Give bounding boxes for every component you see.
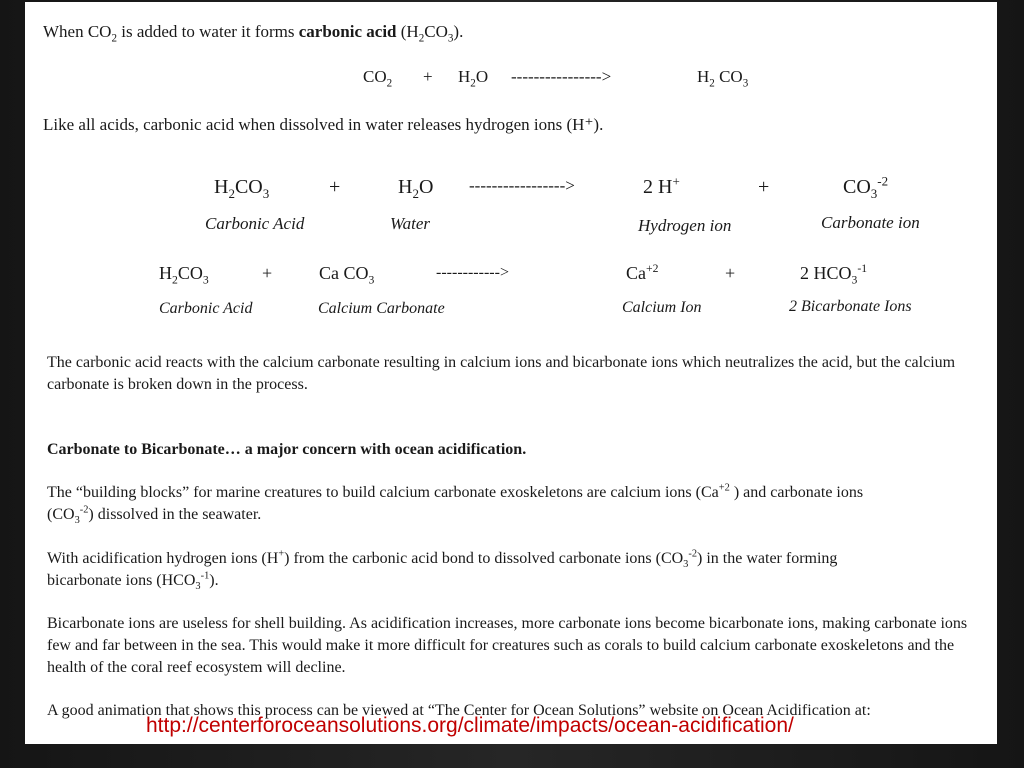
eq2-label: Water <box>390 214 430 233</box>
slide-page <box>25 2 997 744</box>
eq1-arrow: ----------------> <box>511 67 612 86</box>
eq3-label: Carbonic Acid <box>159 300 253 317</box>
eq3-carbonic-acid: $H_2CO_3$ <box>159 263 209 287</box>
eq3-bicarbonate: 2 $HCO_3^{-1}$ <box>800 262 868 287</box>
eq1-plus: + <box>423 67 433 86</box>
eq2-plus: + <box>758 176 770 198</box>
intro-bold-term: carbonic acid <box>298 22 397 41</box>
eq2-label: Hydrogen ion <box>638 216 732 235</box>
subscript: 2 <box>418 32 425 45</box>
animation-paragraph: A good animation that shows this process can be viewed at “The Center for Ocean Solutions” website on Ocean Acidification at: <box>47 702 871 719</box>
ocean-acidification-link[interactable]: http://centerforoceansolutions.org/climate/impacts/ocean-acidification/ <box>146 714 794 737</box>
eq3-calcium-ion: $Ca^{+2}$ <box>626 262 659 283</box>
acidification-paragraph: With acidification hydrogen ions (H+) from the carbonic acid bond to dissolved carbonate ions $(CO_3^{-2})$ in the water forming bicarbonate ions $(HCO_3^{-1})$. <box>47 548 838 593</box>
subscript: 2 <box>111 32 117 45</box>
intro-part: CO <box>424 22 448 41</box>
eq1-reactant-water: $H_2O$ <box>458 67 489 90</box>
shell-building-paragraph: Bicarbonate ions are useless for shell building. As acidification increases, more carbonate ions become bicarbonate ions, making carbonate ions few and far between in the sea. This would make it more difficult for creatures such as corals to build calcium carbonate exoskeletons and the health of the coral reef ecosystem will decline. <box>47 615 968 676</box>
eq1-reactant-co2: $CO_2$ <box>363 67 393 90</box>
intro-part: ). <box>453 22 464 41</box>
eq2-label: Carbonate ion <box>821 213 920 232</box>
eq2-water: $H_2O$ <box>398 176 434 201</box>
eq3-plus: + <box>725 263 736 283</box>
eq2-hydrogen: 2 H+ <box>643 173 680 198</box>
eq2-arrow: -----------------> <box>469 176 575 195</box>
intro-text <box>43 22 464 45</box>
eq1-product: $H_2$ $CO_3$ <box>697 67 749 90</box>
eq3-label: Calcium Ion <box>622 299 702 316</box>
eq2-carbonate: $CO_3^{-2}$ <box>843 173 889 201</box>
eq2-label: Carbonic Acid <box>205 214 305 233</box>
eq3-arrow: ------------> <box>436 264 509 281</box>
reaction-paragraph: The carbonic acid reacts with the calcium carbonate resulting in calcium ions and bicarbonate ions which neutralizes the acid, but the calcium carbonate is broken down in the process. <box>47 354 956 393</box>
eq3-plus: + <box>262 263 273 283</box>
building-blocks-paragraph: The “building blocks” for marine creatures to build calcium carbonate exoskeletons are calcium ions ($Ca^{+2}$ ) and carbonate ions $(CO_3^{-2})$ dissolved in the seawater. <box>47 482 864 527</box>
eq3-calcium-carbonate: Ca $CO_3$ <box>319 263 375 287</box>
eq3-label: Calcium Carbonate <box>318 300 445 317</box>
section-heading: Carbonate to Bicarbonate… a major concern with ocean acidification. <box>47 441 527 458</box>
intro-part: When CO <box>43 22 112 41</box>
eq3-label: 2 Bicarbonate Ions <box>789 298 912 315</box>
intro-part: (H <box>396 22 419 41</box>
acids-paragraph: Like all acids, carbonic acid when dissolved in water releases hydrogen ions (H⁺). <box>43 115 604 134</box>
eq2-carbonic-acid: $H_2CO_3$ <box>214 176 270 201</box>
intro-part: is added to water it forms <box>117 22 299 41</box>
subscript: 3 <box>447 32 454 45</box>
eq2-plus: + <box>329 176 341 198</box>
